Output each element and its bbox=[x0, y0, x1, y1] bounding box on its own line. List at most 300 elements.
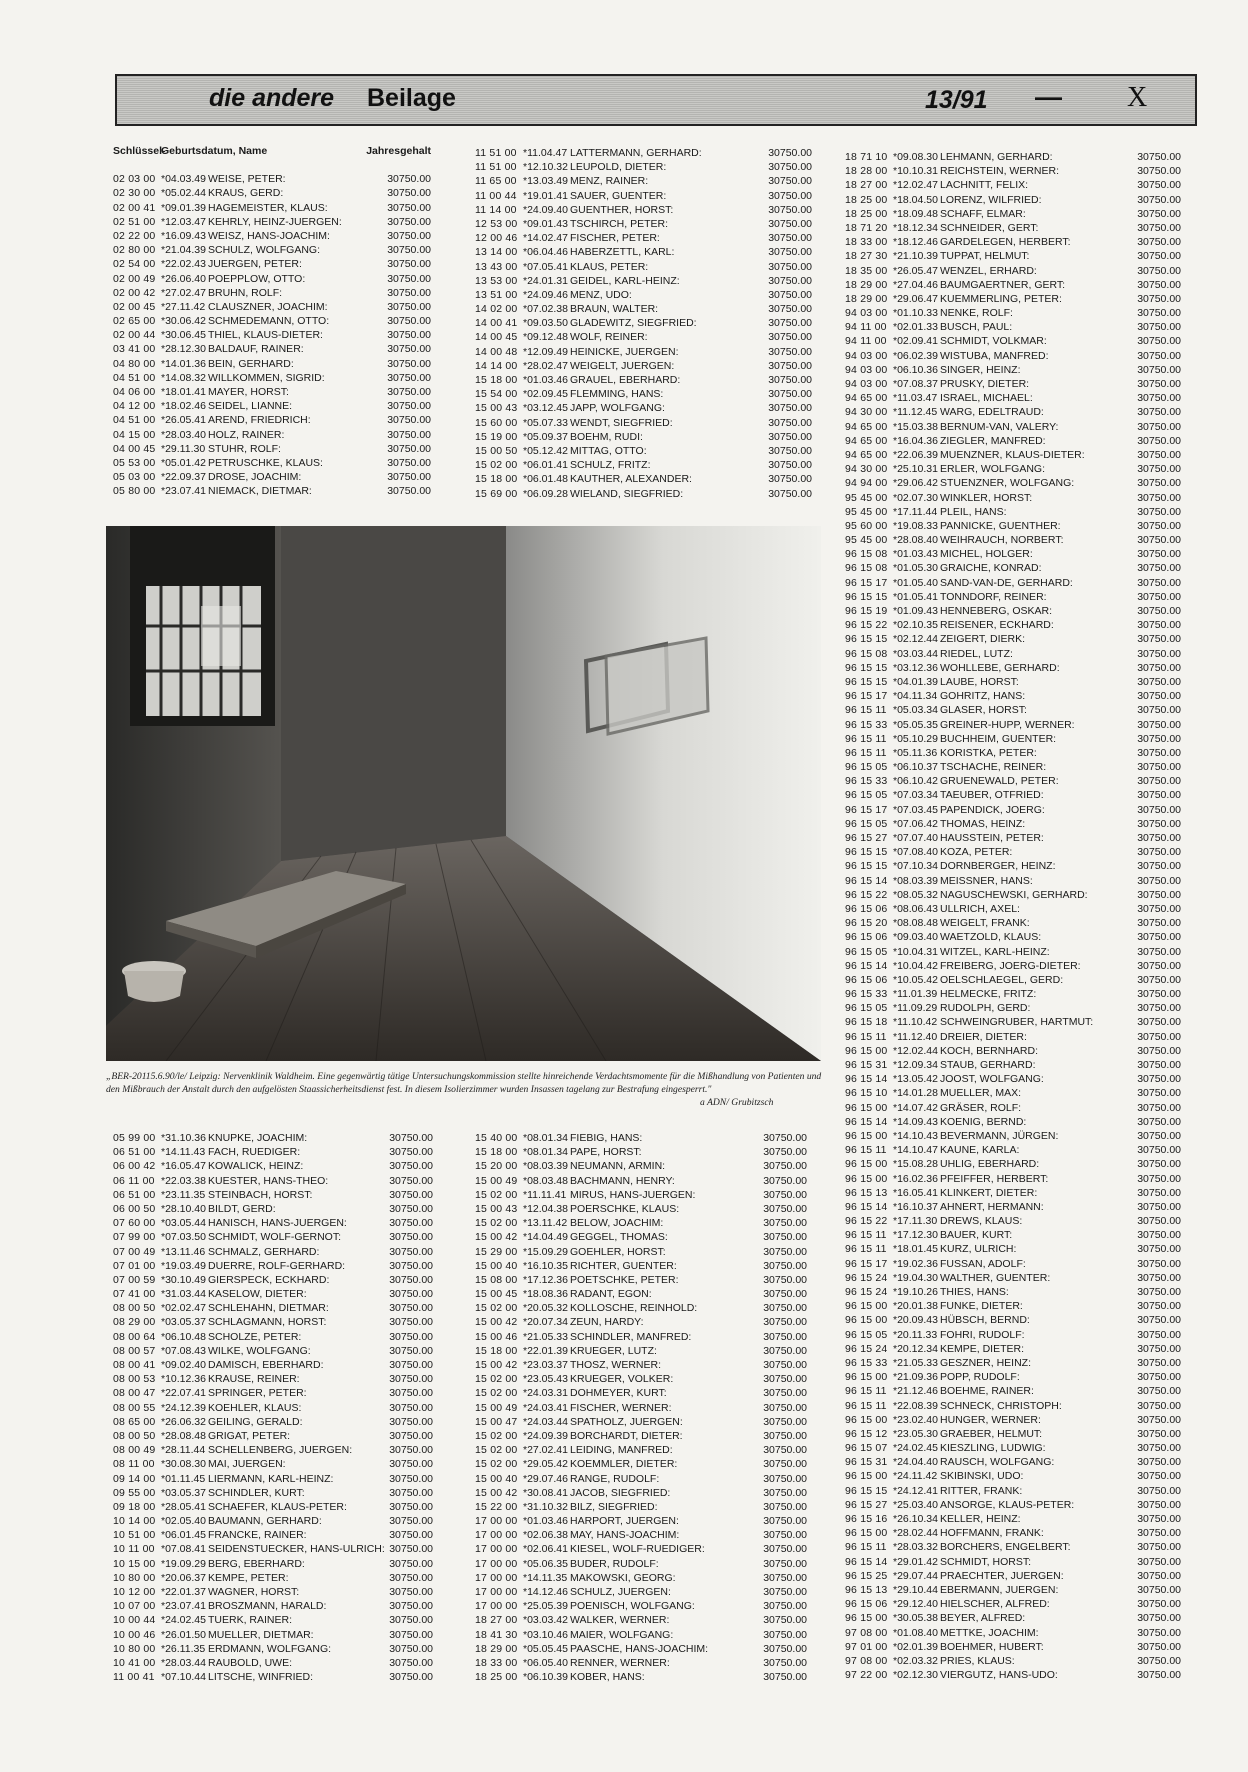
row-birthdate: *15.08.28 bbox=[893, 1158, 938, 1171]
row-birthdate: *06.01.48 bbox=[523, 473, 568, 486]
row-name: POEPPLOW, OTTO: bbox=[208, 272, 306, 285]
row-key: 02 00 44 bbox=[113, 329, 156, 342]
row-salary: 30750.00 bbox=[1137, 888, 1181, 901]
table-row bbox=[845, 292, 1181, 306]
row-name: SCHNECK, CHRISTOPH: bbox=[940, 1399, 1062, 1412]
row-name: SKIBINSKI, UDO: bbox=[940, 1470, 1024, 1483]
row-salary: 30750.00 bbox=[389, 1132, 433, 1144]
row-key: 18 27 00 bbox=[475, 1614, 518, 1627]
row-name: PLEIL, HANS: bbox=[940, 505, 1007, 518]
row-birthdate: *24.01.31 bbox=[523, 274, 568, 287]
row-key: 94 03 00 bbox=[845, 363, 888, 376]
table-row bbox=[113, 357, 431, 371]
row-birthdate: *28.10.40 bbox=[161, 1202, 206, 1215]
row-key: 15 00 49 bbox=[475, 1174, 518, 1187]
table-row bbox=[475, 373, 812, 387]
table-row bbox=[113, 1528, 433, 1542]
table-row bbox=[113, 1642, 433, 1656]
row-salary: 30750.00 bbox=[1137, 378, 1181, 390]
row-birthdate: *06.04.46 bbox=[523, 246, 568, 259]
table-row bbox=[845, 1583, 1181, 1597]
row-name: GLADEWITZ, SIEGFRIED: bbox=[570, 317, 697, 330]
row-key: 11 51 00 bbox=[475, 147, 517, 159]
row-name: MAI, JUERGEN: bbox=[208, 1458, 286, 1471]
row-name: LEHMANN, GERHARD: bbox=[940, 151, 1053, 163]
row-salary: 30750.00 bbox=[1137, 434, 1181, 447]
row-name: PAASCHE, HANS-JOACHIM: bbox=[570, 1642, 709, 1655]
row-name: REICHSTEIN, WERNER: bbox=[940, 165, 1060, 178]
row-key: 02 30 00 bbox=[113, 187, 156, 200]
row-birthdate: *21.09.36 bbox=[893, 1371, 938, 1384]
row-salary: 30750.00 bbox=[1137, 1314, 1181, 1327]
row-birthdate: *29.06.47 bbox=[893, 292, 938, 305]
row-key: 94 65 00 bbox=[845, 448, 888, 461]
row-name: BAUER, KURT: bbox=[940, 1229, 1013, 1242]
row-salary: 30750.00 bbox=[387, 173, 431, 186]
row-birthdate: *09.03.50 bbox=[523, 317, 568, 330]
table-row bbox=[845, 491, 1181, 505]
row-name: FISCHER, WERNER: bbox=[570, 1401, 672, 1414]
row-key: 96 15 06 bbox=[845, 931, 888, 944]
row-salary: 30750.00 bbox=[763, 1628, 807, 1641]
row-key: 96 15 05 bbox=[845, 789, 888, 802]
row-birthdate: *31.10.32 bbox=[523, 1500, 568, 1513]
row-salary: 30750.00 bbox=[763, 1231, 807, 1244]
row-birthdate: *27.02.41 bbox=[523, 1444, 568, 1457]
row-birthdate: *11.04.47 bbox=[523, 147, 568, 159]
row-key: 96 15 14 bbox=[845, 1555, 888, 1568]
row-name: WARG, EDELTRAUD: bbox=[940, 406, 1044, 419]
row-salary: 30750.00 bbox=[1137, 633, 1181, 646]
table-row bbox=[113, 456, 431, 470]
row-key: 17 00 00 bbox=[475, 1557, 518, 1570]
row-key: 96 15 24 bbox=[845, 1286, 888, 1298]
row-salary: 30750.00 bbox=[1137, 1669, 1181, 1682]
row-birthdate: *03.05.44 bbox=[161, 1217, 206, 1230]
row-name: HÜBSCH, BERND: bbox=[940, 1314, 1030, 1327]
row-name: MUENZNER, KLAUS-DIETER: bbox=[940, 448, 1085, 461]
row-key: 11 51 00 bbox=[475, 161, 517, 174]
row-key: 94 03 00 bbox=[845, 378, 888, 390]
row-key: 96 15 00 bbox=[845, 1129, 888, 1142]
row-key: 94 65 00 bbox=[845, 434, 888, 447]
row-key: 05 03 00 bbox=[113, 471, 156, 484]
row-key: 95 45 00 bbox=[845, 491, 888, 504]
row-birthdate: *22.09.37 bbox=[161, 471, 206, 484]
row-birthdate: *29.01.42 bbox=[893, 1555, 938, 1568]
row-salary: 30750.00 bbox=[763, 1344, 807, 1357]
table-row bbox=[475, 487, 812, 501]
table-row bbox=[845, 1115, 1181, 1129]
row-key: 05 99 00 bbox=[113, 1132, 156, 1144]
row-name: THOMAS, HEINZ: bbox=[940, 817, 1026, 830]
row-name: RAUSCH, WOLFGANG: bbox=[940, 1456, 1055, 1469]
row-salary: 30750.00 bbox=[387, 286, 431, 299]
row-key: 08 11 00 bbox=[113, 1458, 155, 1471]
row-salary: 30750.00 bbox=[1137, 860, 1181, 873]
row-key: 09 14 00 bbox=[113, 1472, 156, 1485]
row-name: THOSZ, WERNER: bbox=[570, 1359, 661, 1371]
row-birthdate: *22.06.39 bbox=[893, 448, 938, 461]
row-key: 96 15 06 bbox=[845, 902, 888, 915]
table-row bbox=[845, 987, 1181, 1001]
row-name: WIELAND, SIEGFRIED: bbox=[570, 487, 684, 500]
row-name: BORCHARDT, DIETER: bbox=[570, 1429, 683, 1442]
row-name: LACHNITT, FELIX: bbox=[940, 179, 1029, 192]
table-row bbox=[113, 229, 431, 243]
table-row bbox=[475, 1415, 807, 1429]
row-name: KNUPKE, JOACHIM: bbox=[208, 1132, 308, 1144]
row-name: PFEIFFER, HERBERT: bbox=[940, 1172, 1049, 1185]
row-name: GARDELEGEN, HERBERT: bbox=[940, 236, 1071, 249]
row-key: 02 80 00 bbox=[113, 244, 156, 257]
row-salary: 30750.00 bbox=[389, 1543, 433, 1556]
row-salary: 30750.00 bbox=[1137, 179, 1181, 192]
table-row bbox=[113, 314, 431, 328]
row-key: 04 51 00 bbox=[113, 414, 156, 427]
row-salary: 30750.00 bbox=[387, 371, 431, 384]
row-key: 96 15 06 bbox=[845, 973, 888, 986]
row-birthdate: *11.12.40 bbox=[893, 1030, 938, 1043]
row-name: BALDAUF, RAINER: bbox=[208, 343, 304, 356]
table-row bbox=[113, 1656, 433, 1670]
row-key: 14 00 41 bbox=[475, 317, 518, 330]
row-name: KOENIG, BERND: bbox=[940, 1115, 1027, 1128]
row-salary: 30750.00 bbox=[1137, 207, 1181, 220]
row-salary: 30750.00 bbox=[1137, 902, 1181, 915]
row-birthdate: *29.10.44 bbox=[893, 1583, 938, 1596]
table-row bbox=[475, 217, 812, 231]
table-row bbox=[475, 302, 812, 316]
row-key: 96 15 33 bbox=[845, 775, 888, 788]
row-salary: 30750.00 bbox=[768, 331, 812, 344]
table-row bbox=[113, 1273, 433, 1287]
row-name: LATTERMANN, GERHARD: bbox=[570, 147, 702, 159]
row-name: BELOW, JOACHIM: bbox=[570, 1217, 664, 1230]
table-row bbox=[845, 1512, 1181, 1526]
table-row bbox=[113, 328, 431, 342]
row-key: 15 18 00 bbox=[475, 374, 518, 386]
row-name: SCHAFF, ELMAR: bbox=[940, 207, 1026, 220]
row-key: 04 12 00 bbox=[113, 400, 156, 413]
row-key: 06 00 50 bbox=[113, 1202, 156, 1215]
row-birthdate: *26.06.40 bbox=[161, 272, 206, 285]
row-salary: 30750.00 bbox=[387, 229, 431, 242]
row-birthdate: *03.12.45 bbox=[523, 402, 568, 415]
row-salary: 30750.00 bbox=[1137, 1654, 1181, 1667]
table-row bbox=[475, 189, 812, 203]
row-birthdate: *19.01.41 bbox=[523, 189, 568, 202]
row-salary: 30750.00 bbox=[1137, 973, 1181, 986]
row-birthdate: *01.11.45 bbox=[161, 1472, 206, 1485]
row-name: REISENER, ECKHARD: bbox=[940, 619, 1054, 632]
row-birthdate: *02.02.47 bbox=[161, 1302, 206, 1315]
row-salary: 30750.00 bbox=[389, 1529, 433, 1542]
row-birthdate: *01.05.41 bbox=[893, 590, 938, 603]
row-key: 96 15 11 bbox=[845, 1030, 887, 1043]
row-name: BILZ, SIEGFRIED: bbox=[570, 1500, 658, 1513]
row-birthdate: *22.01.37 bbox=[161, 1586, 206, 1598]
row-key: 96 15 11 bbox=[845, 1243, 887, 1256]
row-salary: 30750.00 bbox=[763, 1401, 807, 1414]
row-name: KLINKERT, DIETER: bbox=[940, 1186, 1038, 1199]
row-birthdate: *24.09.40 bbox=[523, 203, 568, 216]
row-birthdate: *13.11.46 bbox=[161, 1245, 206, 1258]
row-birthdate: *14.10.47 bbox=[893, 1144, 938, 1157]
table-row bbox=[845, 519, 1181, 533]
table-row bbox=[845, 448, 1181, 462]
row-birthdate: *30.10.49 bbox=[161, 1273, 206, 1286]
row-birthdate: *29.12.40 bbox=[893, 1598, 938, 1611]
row-name: GIERSPECK, ECKHARD: bbox=[208, 1273, 330, 1286]
row-salary: 30750.00 bbox=[1137, 1300, 1181, 1313]
table-row bbox=[113, 470, 431, 484]
table-row bbox=[845, 1072, 1181, 1086]
row-birthdate: *01.05.40 bbox=[893, 576, 938, 589]
row-key: 96 15 27 bbox=[845, 832, 888, 844]
row-key: 96 15 18 bbox=[845, 1016, 888, 1029]
row-birthdate: *28.03.40 bbox=[161, 428, 206, 441]
row-birthdate: *27.11.42 bbox=[161, 300, 206, 313]
row-salary: 30750.00 bbox=[1137, 1626, 1181, 1639]
table-row bbox=[113, 428, 431, 442]
table-row bbox=[845, 845, 1181, 859]
row-name: FRANCKE, RAINER: bbox=[208, 1529, 307, 1542]
row-birthdate: *11.01.39 bbox=[893, 988, 938, 1001]
row-name: ANSORGE, KLAUS-PETER: bbox=[940, 1498, 1075, 1511]
row-key: 08 00 53 bbox=[113, 1373, 156, 1386]
table-row bbox=[113, 442, 431, 456]
row-birthdate: *01.03.46 bbox=[523, 1515, 568, 1528]
row-key: 13 14 00 bbox=[475, 246, 518, 259]
row-salary: 30750.00 bbox=[768, 246, 812, 259]
table-row bbox=[845, 363, 1181, 377]
row-salary: 30750.00 bbox=[389, 1273, 433, 1286]
table-row bbox=[475, 1287, 807, 1301]
row-salary: 30750.00 bbox=[389, 1217, 433, 1230]
row-birthdate: *10.10.31 bbox=[893, 165, 938, 178]
row-key: 04 00 45 bbox=[113, 442, 156, 455]
row-key: 96 15 19 bbox=[845, 605, 888, 617]
row-key: 10 15 00 bbox=[113, 1557, 156, 1570]
row-birthdate: *21.05.33 bbox=[893, 1356, 938, 1369]
row-key: 96 15 33 bbox=[845, 988, 888, 1001]
row-name: DOHMEYER, KURT: bbox=[570, 1387, 667, 1400]
row-salary: 30750.00 bbox=[1137, 661, 1181, 674]
row-name: TONNDORF, REINER: bbox=[940, 590, 1047, 603]
row-salary: 30750.00 bbox=[763, 1359, 807, 1371]
row-name: ZEIGERT, DIERK: bbox=[940, 633, 1025, 646]
row-key: 96 15 17 bbox=[845, 1257, 888, 1270]
row-name: HENNEBERG, OSKAR: bbox=[940, 605, 1053, 617]
table-row bbox=[475, 1330, 807, 1344]
row-salary: 30750.00 bbox=[763, 1543, 807, 1556]
table-row bbox=[475, 387, 812, 401]
row-birthdate: *21.10.39 bbox=[893, 250, 938, 263]
row-salary: 30750.00 bbox=[1137, 874, 1181, 887]
row-name: THIEL, KLAUS-DIETER: bbox=[208, 329, 323, 342]
row-birthdate: *23.02.40 bbox=[893, 1413, 938, 1426]
row-key: 96 15 24 bbox=[845, 1342, 888, 1355]
table-row bbox=[475, 1557, 807, 1571]
row-salary: 30750.00 bbox=[1137, 406, 1181, 419]
row-key: 15 60 00 bbox=[475, 416, 518, 429]
row-key: 07 00 49 bbox=[113, 1245, 156, 1258]
row-birthdate: *10.04.31 bbox=[893, 945, 938, 958]
row-birthdate: *16.10.35 bbox=[523, 1259, 568, 1272]
row-birthdate: *07.06.42 bbox=[893, 817, 938, 830]
table-row bbox=[113, 1259, 433, 1273]
row-birthdate: *09.03.40 bbox=[893, 931, 938, 944]
row-key: 15 00 40 bbox=[475, 1259, 518, 1272]
row-key: 96 15 00 bbox=[845, 1413, 888, 1426]
table-row bbox=[845, 859, 1181, 873]
row-name: HANISCH, HANS-JUERGEN: bbox=[208, 1217, 347, 1230]
row-birthdate: *20.01.38 bbox=[893, 1300, 938, 1313]
row-key: 02 51 00 bbox=[113, 215, 156, 228]
row-name: GESZNER, HEINZ: bbox=[940, 1356, 1032, 1369]
row-salary: 30750.00 bbox=[389, 1344, 433, 1357]
table-row bbox=[475, 1401, 807, 1415]
row-birthdate: *29.11.30 bbox=[161, 442, 206, 455]
row-key: 15 00 47 bbox=[475, 1415, 518, 1428]
row-name: MENZ, UDO: bbox=[570, 288, 632, 301]
row-key: 07 01 00 bbox=[113, 1259, 156, 1272]
row-salary: 30750.00 bbox=[1137, 1371, 1181, 1384]
table-row bbox=[475, 444, 812, 458]
row-birthdate: *13.03.49 bbox=[523, 175, 568, 188]
row-birthdate: *01.05.30 bbox=[893, 562, 938, 575]
row-salary: 30750.00 bbox=[1137, 789, 1181, 802]
row-birthdate: *24.03.41 bbox=[523, 1401, 568, 1414]
row-name: HEINICKE, JUERGEN: bbox=[570, 345, 679, 358]
table-row bbox=[845, 1640, 1181, 1654]
row-salary: 30750.00 bbox=[763, 1415, 807, 1428]
row-birthdate: *03.05.37 bbox=[161, 1316, 206, 1329]
row-birthdate: *07.02.38 bbox=[523, 303, 568, 316]
row-key: 94 30 00 bbox=[845, 463, 888, 476]
table-row bbox=[475, 231, 812, 245]
row-salary: 30750.00 bbox=[763, 1571, 807, 1584]
row-salary: 30750.00 bbox=[768, 260, 812, 273]
table-row bbox=[845, 1186, 1181, 1200]
table-row bbox=[845, 1299, 1181, 1313]
row-name: SCHOLZE, PETER: bbox=[208, 1330, 302, 1343]
table-row bbox=[475, 1642, 807, 1656]
row-name: KAUNE, KARLA: bbox=[940, 1144, 1020, 1157]
table-row bbox=[113, 300, 431, 314]
row-name: ZIEGLER, MANFRED: bbox=[940, 434, 1046, 447]
row-salary: 30750.00 bbox=[768, 345, 812, 358]
table-row bbox=[475, 359, 812, 373]
row-birthdate: *06.10.42 bbox=[893, 775, 938, 788]
row-name: THIES, HANS: bbox=[940, 1286, 1009, 1298]
row-key: 15 02 00 bbox=[475, 1444, 518, 1457]
row-salary: 30750.00 bbox=[1137, 1101, 1181, 1114]
row-birthdate: *05.05.35 bbox=[893, 718, 938, 731]
row-name: SAUER, GUENTER: bbox=[570, 189, 667, 202]
row-salary: 30750.00 bbox=[768, 416, 812, 429]
table-row bbox=[475, 260, 812, 274]
row-salary: 30750.00 bbox=[1137, 562, 1181, 575]
table-row bbox=[845, 604, 1181, 618]
row-key: 96 15 00 bbox=[845, 1470, 888, 1483]
row-key: 95 45 00 bbox=[845, 505, 888, 518]
row-name: MEISSNER, HANS: bbox=[940, 874, 1033, 887]
row-salary: 30750.00 bbox=[768, 444, 812, 457]
row-salary: 30750.00 bbox=[1137, 292, 1181, 305]
row-name: FLEMMING, HANS: bbox=[570, 388, 664, 401]
row-name: SPATHOLZ, JUERGEN: bbox=[570, 1415, 683, 1428]
row-birthdate: *11.03.47 bbox=[893, 392, 938, 405]
row-key: 07 41 00 bbox=[113, 1288, 156, 1301]
salary-list-column-4 bbox=[113, 1131, 433, 1684]
row-salary: 30750.00 bbox=[763, 1500, 807, 1513]
table-row bbox=[113, 201, 431, 215]
row-birthdate: *18.04.50 bbox=[893, 193, 938, 206]
table-row bbox=[845, 476, 1181, 490]
row-list bbox=[845, 150, 1181, 1682]
row-salary: 30750.00 bbox=[1137, 1172, 1181, 1185]
row-salary: 30750.00 bbox=[1137, 193, 1181, 206]
row-key: 94 11 00 bbox=[845, 321, 887, 334]
row-birthdate: *22.03.38 bbox=[161, 1174, 206, 1187]
row-birthdate: *08.08.48 bbox=[893, 917, 938, 930]
table-row bbox=[845, 320, 1181, 334]
table-row bbox=[845, 1569, 1181, 1583]
row-birthdate: *09.08.30 bbox=[893, 151, 938, 163]
row-birthdate: *17.11.30 bbox=[893, 1215, 938, 1228]
row-name: STUENZNER, WOLFGANG: bbox=[940, 477, 1075, 490]
row-key: 02 00 41 bbox=[113, 201, 156, 214]
row-salary: 30750.00 bbox=[763, 1146, 807, 1159]
row-name: BERG, EBERHARD: bbox=[208, 1557, 305, 1570]
row-salary: 30750.00 bbox=[1137, 1059, 1181, 1071]
row-key: 15 00 46 bbox=[475, 1330, 518, 1343]
row-salary: 30750.00 bbox=[389, 1642, 433, 1655]
row-salary: 30750.00 bbox=[389, 1174, 433, 1187]
row-salary: 30750.00 bbox=[768, 459, 812, 472]
row-salary: 30750.00 bbox=[1137, 519, 1181, 532]
row-key: 11 14 00 bbox=[475, 203, 517, 216]
row-salary: 30750.00 bbox=[1137, 761, 1181, 774]
table-row bbox=[845, 1469, 1181, 1483]
row-name: LAUBE, HORST: bbox=[940, 675, 1019, 688]
row-salary: 30750.00 bbox=[1137, 505, 1181, 518]
row-birthdate: *19.03.49 bbox=[161, 1259, 206, 1272]
row-birthdate: *28.02.44 bbox=[893, 1527, 938, 1540]
row-salary: 30750.00 bbox=[389, 1259, 433, 1272]
table-row bbox=[475, 146, 812, 160]
row-key: 96 15 14 bbox=[845, 1200, 888, 1213]
row-name: NENKE, ROLF: bbox=[940, 307, 1013, 320]
row-key: 96 15 11 bbox=[845, 1385, 887, 1398]
row-key: 17 00 00 bbox=[475, 1543, 518, 1556]
row-birthdate: *17.12.36 bbox=[523, 1273, 568, 1286]
row-salary: 30750.00 bbox=[389, 1472, 433, 1485]
row-name: WISTUBA, MANFRED: bbox=[940, 349, 1049, 362]
row-key: 18 29 00 bbox=[475, 1642, 518, 1655]
table-row bbox=[475, 160, 812, 174]
row-salary: 30750.00 bbox=[389, 1146, 433, 1159]
row-key: 15 02 00 bbox=[475, 1217, 518, 1230]
table-row bbox=[845, 718, 1181, 732]
row-salary: 30750.00 bbox=[768, 374, 812, 386]
publication-name: die andere bbox=[209, 84, 335, 112]
row-birthdate: *23.05.43 bbox=[523, 1373, 568, 1386]
row-salary: 30750.00 bbox=[1137, 463, 1181, 476]
row-birthdate: *25.05.39 bbox=[523, 1600, 568, 1613]
